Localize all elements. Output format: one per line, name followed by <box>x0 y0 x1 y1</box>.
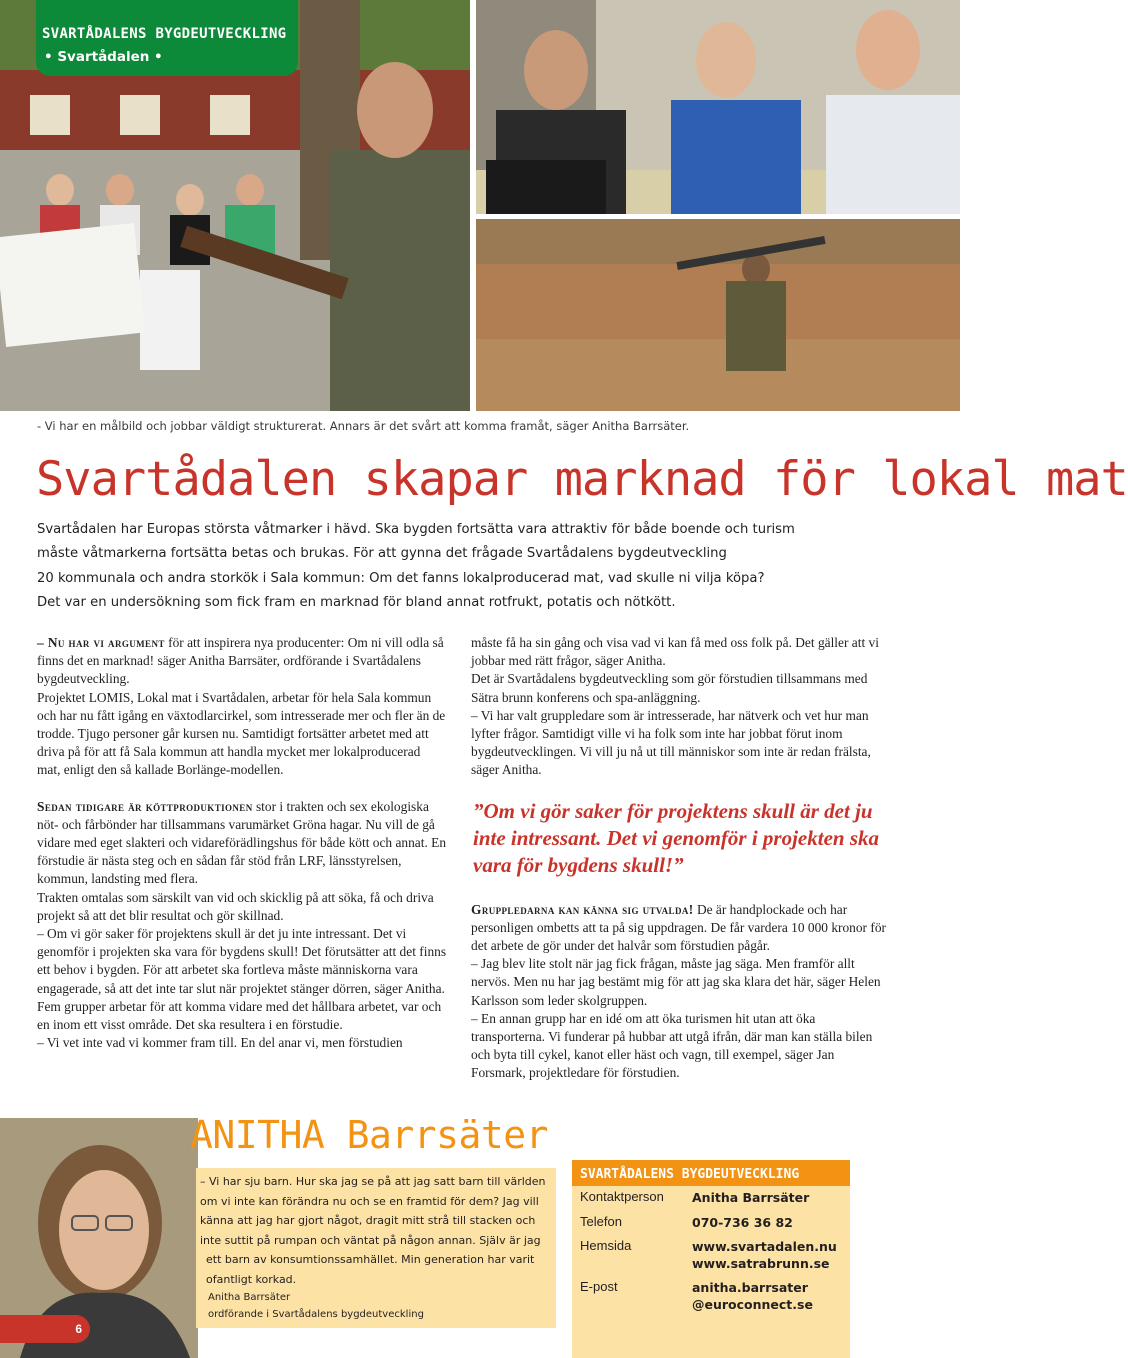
website-link[interactable]: www.svartadalen.nu <box>692 1239 837 1254</box>
paragraph: Det är Svartådalens bygdeutveckling som gör förstudien tillsammans med Sätra brunn konferens och spa-anläggning. <box>471 671 868 705</box>
body-column-left <box>37 634 447 1052</box>
profile-line: om vi inte kan förändra nu och se en framtid för dem? Jag vill <box>200 1194 539 1208</box>
section-header-tab <box>36 0 298 76</box>
profile-line: inte suttit på rumpan och väntat på någon annan. Själv är jag <box>200 1233 541 1247</box>
profile-line: – Vi har sju barn. Hur ska jag se på att jag satt barn till världen <box>200 1175 546 1188</box>
paragraph <box>37 634 447 689</box>
profile-signature-name: Anitha Barrsäter <box>208 1292 291 1303</box>
phone-row <box>580 1214 837 1239</box>
body-column-right <box>471 634 886 1083</box>
paragraph-text: för att inspirera nya producenter: Om ni vill odla så finns det en marknad! säger Anitha Barrsäter, ordförande i Svartådalens bygdeutveckling. <box>37 635 444 687</box>
lead-line: måste våtmarkerna fortsätta betas och brukas. För att gynna det frågade Svartådalens bygdeutveckling <box>37 546 727 562</box>
email-link[interactable] <box>692 1279 837 1320</box>
profile-line: ett barn av konsumtionssamhället. Min generation har varit <box>206 1253 535 1266</box>
lead-line: Det var en undersökning som fick fram en marknad för bland annat rotfrukt, potatis och nötkött. <box>37 594 676 610</box>
paragraph: Projektet LOMIS, Lokal mat i Svartådalen, arbetar för hela Sala kommun och har nu fått igång en växtodlarcirkel, som intresserade mer och fler än de trodde. Tjugo personer går kursen nu. Samtidigt fortsätter arbetet med att driva på för att få Sala kommun att handla mycket mer lokalproducerad mat, enligt den så kallade Borlänge-modellen. <box>37 689 446 778</box>
meeting-photo <box>476 0 960 214</box>
website-values <box>692 1238 837 1279</box>
photo-caption: - Vi har en målbild och jobbar väldigt strukturerat. Annars är det svårt att komma framåt, säger Anitha Barrsäter. <box>37 419 690 433</box>
field-photo <box>476 219 960 411</box>
section-subtitle: • Svartådalen • <box>44 49 163 65</box>
website-label: Hemsida <box>580 1238 632 1253</box>
paragraph-text: stor i trakten och sex ekologiska nöt- och fårbönder har tillsammans varumärket Gröna hagar. Nu vill de gå vidare med eget slakteri och vidareförädlingshus för både kött och annat. En förstudie är nästa steg och en sådan får stöd från LRF, länsstyrelsen, kommun, landsting med flera. <box>37 798 447 887</box>
profile-name: ANITHA Barrsäter <box>190 1113 549 1157</box>
paragraph: måste få ha sin gång och visa vad vi kan få med oss folk på. Det gäller att vi jobbar med rätt frågor, säger Anitha. <box>471 635 879 669</box>
contact-row <box>580 1189 837 1214</box>
email-part: anitha.barrsater <box>692 1280 808 1295</box>
email-part: @euroconnect.se <box>692 1297 813 1312</box>
paragraph-text: De är handplockade och har personligen ombetts att ta på sig uppdragen. De får vardera 10 000 kronor för det arbete de gör under det halvår som förstudien pågår. <box>471 901 886 954</box>
email-row <box>580 1279 837 1320</box>
lead-line: 20 kommunala och andra storkök i Sala kommun: Om det fanns lokalproducerad mat, vad skulle ni vilja köpa? <box>37 570 765 586</box>
contact-infobox <box>572 1160 850 1358</box>
article-lead <box>37 518 837 615</box>
paragraph <box>471 901 886 956</box>
section-title: SVARTÅDALENS BYGDEUTVECKLING <box>42 26 287 42</box>
paragraph: Fem grupper arbetar för att komma vidare med det hållbara arbetet, var och en inom ett visst område. Det ska resultera i en förstudie. <box>37 998 442 1033</box>
profile-line: ofantligt korkad. <box>206 1272 297 1286</box>
paragraph <box>37 798 447 889</box>
infobox-title: SVARTÅDALENS BYGDEUTVECKLING <box>572 1161 850 1186</box>
page-number: 6 <box>0 1315 90 1343</box>
contact-table <box>580 1189 837 1320</box>
run-in-heading: Gruppledarna kan känna sig utvalda! <box>471 901 694 917</box>
website-link[interactable]: www.satrabrunn.se <box>692 1256 830 1271</box>
phone-label: Telefon <box>580 1213 622 1229</box>
pull-quote: ”Om vi gör saker för projektens skull är det ju inte intressant. Det vi genomför i projekten ska vara för bygdens skull!” <box>473 798 880 877</box>
run-in-heading: Sedan tidigare är köttproduktionen <box>37 798 253 814</box>
profile-signature-title: ordförande i Svartådalens bygdeutveckling <box>208 1309 424 1320</box>
paragraph: – Vi vet inte vad vi kommer fram till. En del anar vi, men förstudien <box>37 1035 403 1051</box>
paragraph: Trakten omtalas som särskilt van vid och skicklig på att söka, få och driva projekt så att det blir resultat och gör skillnad. <box>37 889 434 923</box>
email-label: E-post <box>580 1279 618 1294</box>
run-in-heading: – Nu har vi argument <box>37 635 165 650</box>
paragraph: – Vi har valt gruppledare som är intresserade, har nätverk och vet hur man lyfter frågor. Samtidigt ville vi ha folk som inte har jobbat förut inom bygdeutvecklingen. Vi vill ju nå ut till människor som inte är redan frälsta, säger Anitha. <box>471 707 871 778</box>
phone-value[interactable]: 070-736 36 82 <box>692 1214 793 1230</box>
paragraph: – Jag blev lite stolt när jag fick frågan, måste jag säga. Men framför allt nervös. Men nu har jag bestämt mig för att jag ska klara det här, säger Helen Karlsson som leder skolgruppen. <box>471 956 881 1008</box>
profile-quote-box <box>196 1168 556 1328</box>
profile-line: känna att jag har gjort något, dragit mitt strå till stacken och <box>200 1214 536 1227</box>
website-row <box>580 1238 837 1279</box>
lead-line: Svartådalen har Europas största våtmarker i hävd. Ska bygden fortsätta vara attraktiv för både boende och turism <box>37 522 795 537</box>
paragraph: – Om vi gör saker för projektens skull är det ju inte intressant. Det vi genomför i projekten ska vara för bygdens skull! Det förutsätter att det finns ett behov i bygden. För att arbetet ska fortleva måste människorna vara engagerade, så att det inte tar slut när projektet stänger dörren, säger Anitha. <box>37 926 447 996</box>
article-headline: Svartådalen skapar marknad för lokal mat <box>36 452 1128 507</box>
contact-value: Anitha Barrsäter <box>692 1190 810 1205</box>
contact-label: Kontaktperson <box>580 1189 664 1204</box>
paragraph: – En annan grupp har en idé om att öka turismen hit utan att öka transporterna. Vi funderar på hubbar att utgå ifrån, där man kan ställa bilen och byta till cykel, kanot eller häst och vagn, till exempel, säger Jan Forsmark, projektledare för förstudien. <box>471 1010 873 1081</box>
